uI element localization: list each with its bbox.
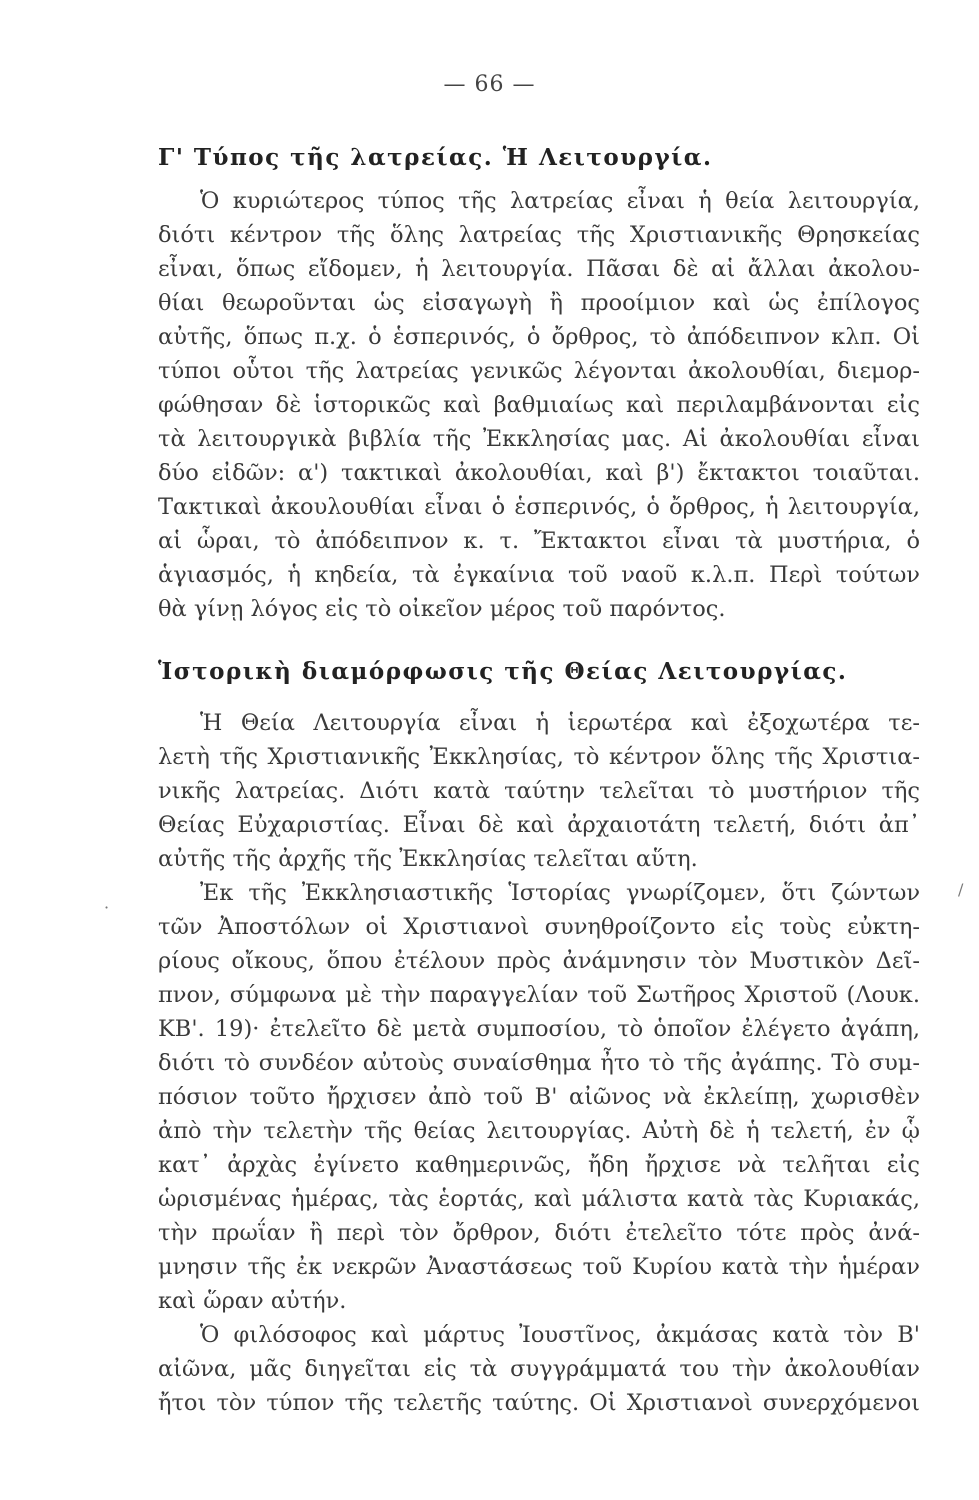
text-line: ὡρισμένας ἡμέρας, τὰς ἑορτάς, καὶ μάλιστα κατὰ τὰς Κυριακάς, — [158, 1186, 920, 1212]
text-line: τὰ λειτουργικὰ βιβλία τῆς Ἐκκλησίας μας. Αἱ ἀκολουθίαι εἶναι — [158, 426, 920, 452]
text-line: νικῆς λατρείας. Διότι κατὰ ταύτην τελεῖται τὸ μυστήριον τῆς — [158, 778, 920, 804]
text-line: ρίους οἴκους, ὅπου ἐτέλουν πρὸς ἀνάμνησιν τὸν Μυστικὸν Δεῖ- — [158, 948, 920, 974]
text-line: ἁγιασμός, ἡ κηδεία, τὰ ἐγκαίνια τοῦ ναοῦ κ.λ.π. Περὶ τούτων — [158, 562, 920, 588]
text-line: κατ᾽ ἀρχὰς ἐγίνετο καθημερινῶς, ἤδη ἤρχισε νὰ τελῆται εἰς — [158, 1152, 920, 1178]
margin-dot-mark: · — [104, 898, 110, 917]
text-line: αἱ ὧραι, τὸ ἀπόδειπνον κ. τ. Ἔκτακτοι εἶναι τὰ μυστήρια, ὁ — [158, 528, 920, 554]
section-liturgy — [158, 138, 920, 626]
text-line: διότι κέντρον τῆς ὅλης λατρείας τῆς Χριστιανικῆς Θρησκείας — [158, 222, 920, 248]
section-history — [158, 652, 920, 1420]
text-line: εἶναι, ὅπως εἴδομεν, ἡ λειτουργία. Πᾶσαι δὲ αἱ ἄλλαι ἀκολου- — [158, 256, 920, 282]
text-line: δύο εἰδῶν: α') τακτικαὶ ἀκολουθίαι, καὶ β') ἔκτακτοι τοιαῦται. — [158, 460, 920, 486]
text-line: πόσιον τοῦτο ἤρχισεν ἀπὸ τοῦ Β' αἰῶνος νὰ ἐκλείπῃ, χωρισθὲν — [158, 1084, 920, 1110]
text-line: αἰῶνα, μᾶς διηγεῖται εἰς τὰ συγγράμματά του τὴν ἀκολουθίαν — [158, 1356, 920, 1382]
text-line: ΚΒ'. 19)· ἐτελεῖτο δὲ μετὰ συμποσίου, τὸ ὁποῖον ἐλέγετο ἀγάπη, — [158, 1016, 920, 1042]
margin-stroke-mark: / — [958, 880, 964, 899]
text-line: μνησιν τῆς ἐκ νεκρῶν Ἀναστάσεως τοῦ Κυρίου κατὰ τὴν ἡμέραν — [158, 1254, 920, 1280]
text-line: λετὴ τῆς Χριστιανικῆς Ἐκκλησίας, τὸ κέντρον ὅλης τῆς Χριστια- — [158, 744, 920, 770]
text-line: πνον, σύμφωνα μὲ τὴν παραγγελίαν τοῦ Σωτῆρος Χριστοῦ (Λουκ. — [158, 982, 920, 1008]
text-line: ἤτοι τὸν τύπον τῆς τελετῆς ταύτης. Οἱ Χριστιανοὶ συνερχόμενοι — [158, 1390, 920, 1416]
text-line: Ὁ φιλόσοφος καὶ μάρτυς Ἰουστῖνος, ἀκμάσας κατὰ τὸν Β' — [200, 1322, 920, 1348]
page-number: — 66 — — [443, 72, 536, 97]
text-line: Τακτικαὶ ἀκουλουθίαι εἶναι ὁ ἑσπερινός, ὁ ὄρθρος, ἡ λειτουργία, — [158, 494, 920, 520]
text-line: Θείας Εὐχαριστίας. Εἶναι δὲ καὶ ἀρχαιοτάτη τελετή, διότι ἀπ᾽ — [158, 812, 920, 838]
text-line: τύποι οὗτοι τῆς λατρείας γενικῶς λέγονται ἀκολουθίαι, διεμορ- — [158, 358, 920, 384]
text-line: θὰ γίνῃ λόγος εἰς τὸ οἰκεῖον μέρος τοῦ παρόντος. — [158, 596, 726, 622]
text-line: θίαι θεωροῦνται ὡς εἰσαγωγὴ ἢ προοίμιον καὶ ὡς ἐπίλογος — [158, 290, 920, 316]
section-heading-history: Ἱστορικὴ διαμόρφωσις τῆς Θείας Λειτουργίας. — [158, 658, 848, 685]
text-line: αὐτῆς, ὅπως π.χ. ὁ ἑσπερινός, ὁ ὄρθρος, τὸ ἀπόδειπνον κλπ. Οἱ — [158, 324, 920, 350]
section-heading-liturgy: Γ' Τύπος τῆς λατρείας. Ἡ Λειτουργία. — [158, 144, 713, 171]
text-line: διότι τὸ συνδέον αὐτοὺς συναίσθημα ἦτο τὸ τῆς ἀγάπης. Τὸ συμ- — [158, 1050, 920, 1076]
text-line: Ἡ Θεία Λειτουργία εἶναι ἡ ἱερωτέρα καὶ ἐξοχωτέρα τε- — [200, 710, 920, 736]
text-line: τὴν πρωΐαν ἢ περὶ τὸν ὄρθρον, διότι ἐτελεῖτο τότε πρὸς ἀνά- — [158, 1220, 920, 1246]
text-line: Ἐκ τῆς Ἐκκλησιαστικῆς Ἱστορίας γνωρίζομεν, ὅτι ζώντων — [200, 880, 920, 906]
text-line: ἀπὸ τὴν τελετὴν τῆς θείας λειτουργίας. Αὐτὴ δὲ ἡ τελετή, ἐν ᾧ — [158, 1118, 920, 1144]
text-line: αὐτῆς τῆς ἀρχῆς τῆς Ἐκκλησίας τελεῖται αὕτη. — [158, 846, 698, 872]
text-line: καὶ ὥραν αὐτήν. — [158, 1288, 347, 1314]
text-line: Ὁ κυριώτερος τύπος τῆς λατρείας εἶναι ἡ θεία λειτουργία, — [200, 188, 920, 214]
text-line: τῶν Ἀποστόλων οἱ Χριστιανοὶ συνηθροίζοντο εἰς τοὺς εὐκτη- — [158, 914, 920, 940]
text-line: φώθησαν δὲ ἱστορικῶς καὶ βαθμιαίως καὶ περιλαμβάνονται εἰς — [158, 392, 920, 418]
